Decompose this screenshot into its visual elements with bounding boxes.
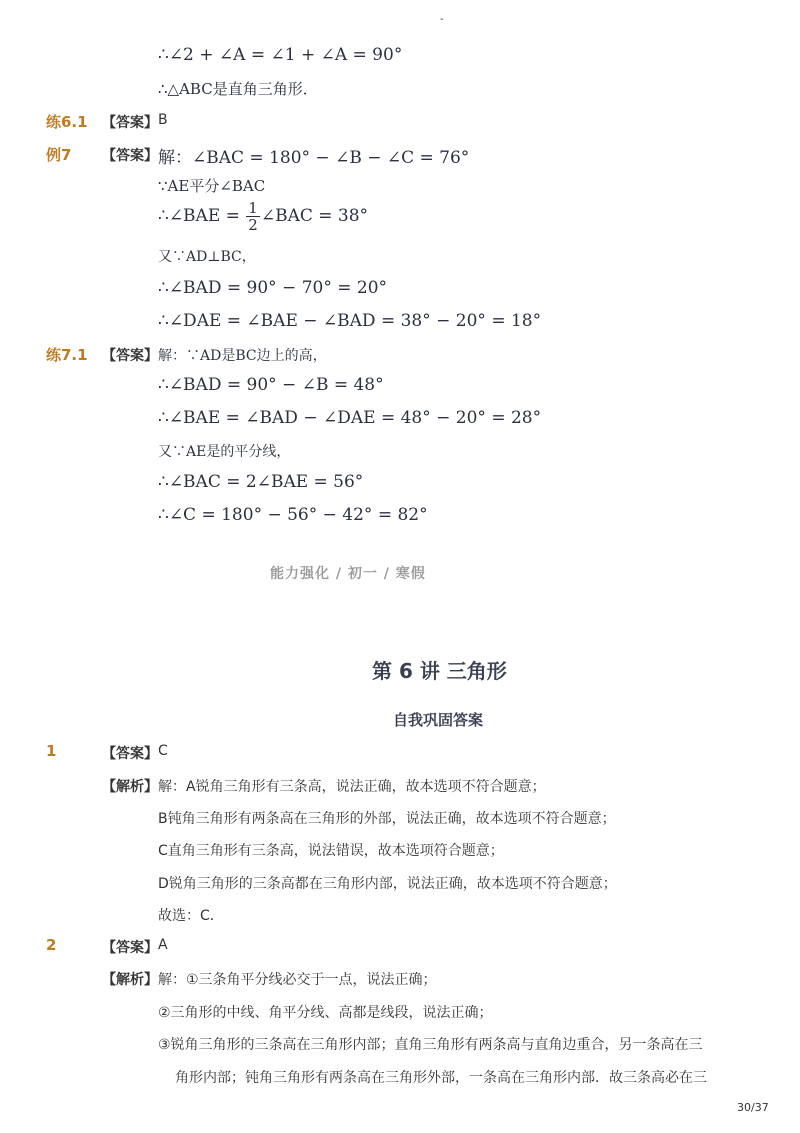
math-line: 解：∵AD是BC边上的高， <box>158 348 327 364</box>
math-line-fraction <box>158 200 368 233</box>
answer-label: 【答案】 <box>102 746 158 762</box>
math-suffix: ∠BAC = 38° <box>260 206 369 226</box>
page-footer: 能力强化 / 初一 / 寒假 <box>270 566 426 582</box>
answer-label: 【答案】 <box>102 348 158 364</box>
chapter-title: 第 6 讲 三角形 <box>372 659 507 683</box>
question-number: 2 <box>46 936 57 954</box>
analysis-line: 角形内部；钝角三角形有两条高在三角形外部，一条高在三角形内部．故三条高必在三 <box>175 1070 707 1086</box>
math-line: ∵AE平分∠BAC <box>158 177 266 195</box>
answer-value: C <box>158 743 168 759</box>
math-line: ∴∠C = 180° − 56° − 42° = 82° <box>158 505 428 525</box>
analysis-line: ③锐角三角形的三条高在三角形内部；直角三角形有两条高与直角边重合，另一条高在三 <box>158 1037 703 1053</box>
exercise-tag: 练6.1 <box>46 113 88 131</box>
analysis-label: 【解析】 <box>102 779 158 795</box>
fraction <box>246 200 260 233</box>
math-prefix: ∴∠BAE = <box>158 206 246 226</box>
answer-label: 【答案】 <box>102 115 158 131</box>
analysis-line: ②三角形的中线、角平分线、高都是线段，说法正确； <box>158 1005 493 1021</box>
math-line: 解：∠BAC = 180° − ∠B − ∠C = 76° <box>158 148 470 168</box>
fraction-numerator: 1 <box>248 199 258 217</box>
analysis-line: D锐角三角形的三条高都在三角形内部，说法正确，故本选项不符合题意； <box>158 876 617 892</box>
math-line: ∴∠DAE = ∠BAE − ∠BAD = 38° − 20° = 18° <box>158 311 542 331</box>
math-line: ∴∠BAD = 90° − ∠B = 48° <box>158 375 384 395</box>
math-line: 又∵AD⊥BC， <box>158 249 256 265</box>
answer-value: A <box>158 937 168 953</box>
math-line: ∴∠BAC = 2∠BAE = 56° <box>158 472 364 492</box>
example-tag: 例7 <box>46 146 72 164</box>
math-line: ∴△ABC是直角三角形． <box>158 80 318 98</box>
fraction-denominator: 2 <box>248 216 258 234</box>
exercise-tag: 练7.1 <box>46 346 88 364</box>
analysis-line: C直角三角形有三条高，说法错误，故本选项符合题意； <box>158 843 504 859</box>
analysis-line: 故选：C． <box>158 908 224 924</box>
analysis-line: 解：A锐角三角形有三条高，说法正确，故本选项不符合题意； <box>158 779 546 795</box>
question-number: 1 <box>46 742 57 760</box>
answer-value: B <box>158 112 168 128</box>
answer-label: 【答案】 <box>102 940 158 956</box>
math-line: ∴∠BAD = 90° − 70° = 20° <box>158 278 388 298</box>
analysis-line: B钝角三角形有两条高在三角形的外部，说法正确，故本选项不符合题意； <box>158 811 616 827</box>
top-mark: - <box>440 14 444 25</box>
page-number: 30/37 <box>737 1101 769 1114</box>
section-title: 自我巩固答案 <box>393 711 484 729</box>
answer-label: 【答案】 <box>102 148 158 164</box>
analysis-label: 【解析】 <box>102 972 158 988</box>
math-line: 又∵AE是的平分线， <box>158 444 291 460</box>
analysis-line: 解：①三条角平分线必交于一点，说法正确； <box>158 972 437 988</box>
math-line: ∴∠2 + ∠A = ∠1 + ∠A = 90° <box>158 45 403 65</box>
math-line: ∴∠BAE = ∠BAD − ∠DAE = 48° − 20° = 28° <box>158 408 542 428</box>
